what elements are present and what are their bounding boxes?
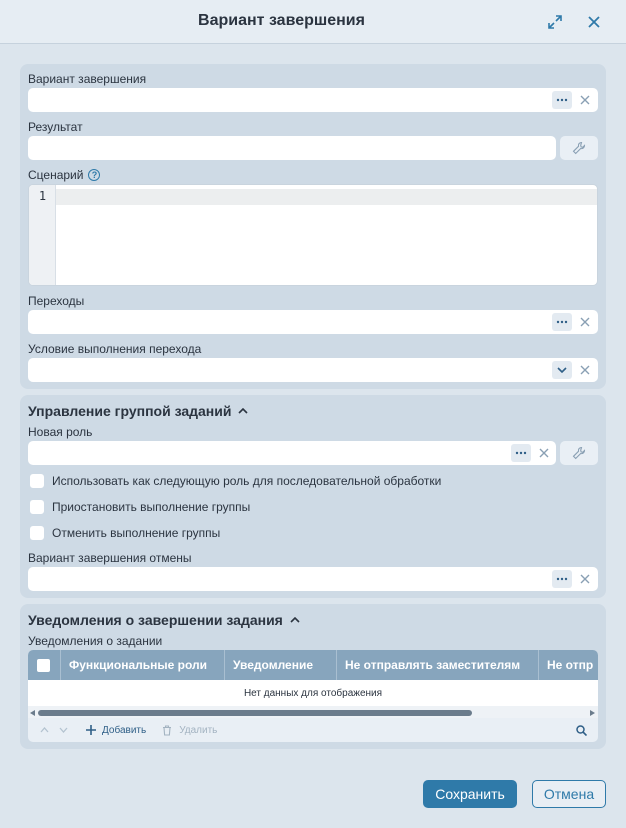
clear-icon (580, 574, 590, 584)
close-button[interactable] (582, 10, 606, 34)
grid-column-header[interactable]: Не отпр (547, 658, 594, 672)
delete-button[interactable] (162, 725, 217, 736)
new-role-select-button[interactable] (511, 444, 531, 462)
help-icon[interactable]: ? (88, 169, 100, 181)
cancel-variant-label: Вариант завершения отмены (28, 551, 192, 565)
group-section-title: Управление группой заданий (28, 403, 232, 419)
transitions-select-button[interactable] (552, 313, 572, 331)
move-down-icon[interactable] (59, 727, 68, 733)
plus-icon (86, 725, 96, 735)
grid-select-all-cell (28, 650, 61, 680)
clear-icon (580, 95, 590, 105)
dialog-title: Вариант завершения (198, 12, 365, 29)
scroll-right-icon[interactable] (590, 710, 595, 716)
completion-variant-clear-button[interactable] (575, 91, 595, 109)
transition-condition-clear-button[interactable] (575, 361, 595, 379)
more-icon (556, 577, 568, 581)
grid-column-header[interactable]: Функциональные роли (61, 650, 225, 680)
save-button[interactable]: Сохранить (423, 780, 517, 808)
trash-icon (162, 725, 172, 736)
transitions-clear-button[interactable] (575, 313, 595, 331)
chevron-up-icon (290, 617, 300, 623)
grid-toolbar (28, 718, 598, 742)
notifications-section-title: Уведомления о завершении задания (28, 612, 283, 628)
dialog-header (0, 0, 626, 44)
result-input[interactable] (28, 136, 556, 160)
checkbox-pause-group[interactable] (30, 500, 44, 514)
more-icon (556, 320, 568, 324)
transition-condition-select[interactable] (28, 358, 598, 382)
checkbox-cancel-group[interactable] (30, 526, 44, 540)
editor-active-line (56, 189, 597, 205)
script-label-row (28, 168, 100, 182)
move-up-icon[interactable] (40, 727, 49, 733)
transition-condition-dropdown-button[interactable] (552, 361, 572, 379)
script-editor[interactable] (28, 184, 598, 286)
checkbox-cancel-group-row[interactable] (30, 524, 220, 542)
chevron-down-icon (557, 367, 567, 373)
cancel-variant-clear-button[interactable] (575, 570, 595, 588)
group-section (20, 395, 606, 598)
editor-line-number: 1 (38, 189, 47, 203)
more-icon (515, 451, 527, 455)
grid-empty-message: Нет данных для отображения (28, 680, 598, 706)
new-role-clear-button[interactable] (534, 444, 554, 462)
notifications-section (20, 604, 606, 749)
result-label: Результат (28, 120, 83, 134)
add-button-label: Добавить (102, 724, 147, 736)
grid-select-all-checkbox[interactable] (37, 659, 50, 672)
wrench-icon (572, 141, 586, 155)
delete-button-label: Удалить (179, 724, 218, 736)
task-notifications-label: Уведомления о задании (28, 634, 163, 648)
group-section-header[interactable] (28, 403, 248, 419)
notifications-section-header[interactable] (28, 612, 300, 628)
transitions-input[interactable] (28, 310, 598, 334)
expand-button[interactable] (543, 10, 567, 34)
new-role-input[interactable] (28, 441, 556, 465)
add-button[interactable] (86, 725, 146, 736)
completion-variant-input[interactable] (28, 88, 598, 112)
completion-variant-select-button[interactable] (552, 91, 572, 109)
close-icon (588, 16, 600, 28)
checkbox-pause-group-label: Приостановить выполнение группы (52, 500, 251, 514)
checkbox-next-role-label: Использовать как следующую роль для последовательной обработки (52, 474, 442, 488)
checkbox-pause-group-row[interactable] (30, 498, 250, 516)
search-icon[interactable] (576, 725, 587, 736)
script-label: Сценарий (28, 168, 84, 182)
cancel-button[interactable]: Отмена (532, 780, 606, 808)
clear-icon (580, 365, 590, 375)
transitions-label: Переходы (28, 294, 85, 308)
cancel-variant-select-button[interactable] (552, 570, 572, 588)
clear-icon (580, 317, 590, 327)
new-role-settings-button[interactable] (560, 441, 598, 465)
grid-column-header[interactable]: Уведомление (225, 650, 337, 680)
result-settings-button[interactable] (560, 136, 598, 160)
scroll-left-icon[interactable] (30, 710, 35, 716)
cancel-variant-input[interactable] (28, 567, 598, 591)
checkbox-cancel-group-label: Отменить выполнение группы (52, 526, 221, 540)
checkbox-next-role[interactable] (30, 474, 44, 488)
grid-header (28, 650, 598, 680)
expand-icon (548, 15, 562, 29)
scrollbar-thumb[interactable] (38, 710, 472, 716)
transition-condition-label: Условие выполнения перехода (28, 342, 202, 356)
new-role-label: Новая роль (28, 425, 93, 439)
notifications-grid (28, 650, 598, 742)
checkbox-next-role-row[interactable] (30, 472, 441, 490)
main-section (20, 64, 606, 389)
completion-variant-label: Вариант завершения (28, 72, 147, 86)
grid-horizontal-scrollbar[interactable] (28, 706, 598, 718)
wrench-icon (572, 446, 586, 460)
clear-icon (539, 448, 549, 458)
more-icon (556, 98, 568, 102)
chevron-up-icon (238, 408, 248, 414)
grid-column-header[interactable]: Не отправлять заместителям (337, 650, 539, 680)
